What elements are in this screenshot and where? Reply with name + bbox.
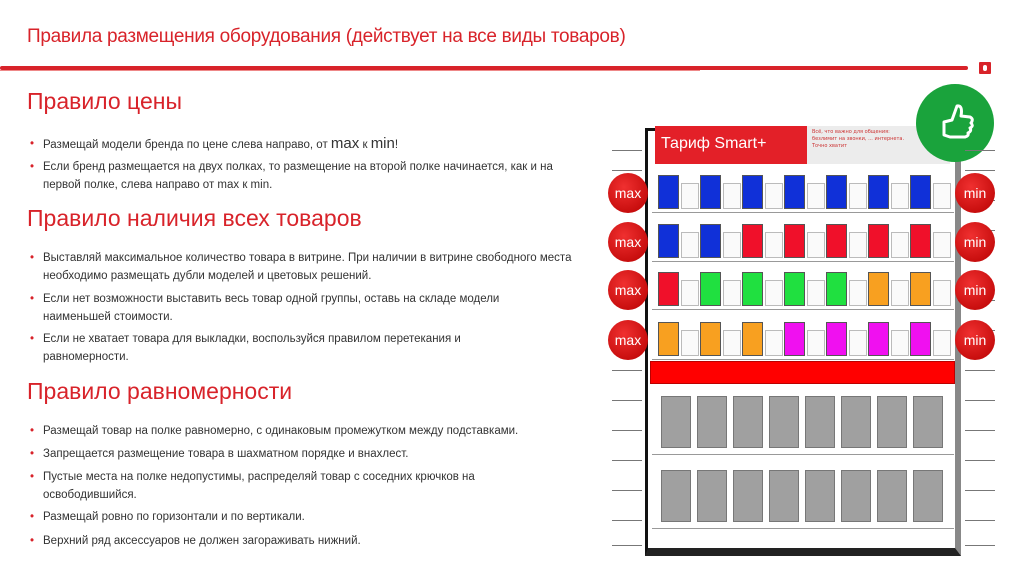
price-tag bbox=[933, 330, 951, 356]
stand-sign bbox=[655, 126, 950, 164]
side-line bbox=[965, 520, 995, 521]
bullet: • Верхний ряд аксессуаров не должен загораживать нижний. bbox=[30, 532, 600, 550]
product bbox=[658, 175, 679, 209]
accessory-item bbox=[733, 470, 763, 522]
price-tag bbox=[933, 183, 951, 209]
accessory-item bbox=[769, 470, 799, 522]
product bbox=[700, 272, 721, 306]
product bbox=[910, 322, 931, 356]
product bbox=[784, 175, 805, 209]
price-tag bbox=[681, 280, 699, 306]
price-tag bbox=[765, 232, 783, 258]
shelf-line bbox=[652, 261, 954, 262]
price-tag bbox=[765, 183, 783, 209]
side-line bbox=[612, 545, 642, 546]
bullet: • Размещай ровно по горизонтали и по вертикали. bbox=[30, 508, 600, 526]
product bbox=[910, 272, 931, 306]
price-tag bbox=[723, 232, 741, 258]
price-tag bbox=[891, 280, 909, 306]
price-tag bbox=[849, 330, 867, 356]
price-tag bbox=[849, 232, 867, 258]
shelf-line bbox=[652, 528, 954, 529]
price-tag bbox=[891, 232, 909, 258]
price-tag bbox=[933, 232, 951, 258]
accessory-item bbox=[913, 470, 943, 522]
product bbox=[784, 322, 805, 356]
product bbox=[784, 272, 805, 306]
price-tag bbox=[933, 280, 951, 306]
min-badge: min bbox=[955, 270, 995, 310]
sign-text: Всё, что важно для общения: безлимит на звонки, ... интернета. Точно хватит bbox=[812, 129, 905, 149]
max-badge: max bbox=[608, 173, 648, 213]
price-tag bbox=[681, 183, 699, 209]
accessory-item bbox=[913, 396, 943, 448]
min-badge: min bbox=[955, 173, 995, 213]
side-line bbox=[612, 400, 642, 401]
product bbox=[910, 175, 931, 209]
section-heading-uniformity: Правило равномерности bbox=[27, 378, 293, 404]
product bbox=[658, 322, 679, 356]
section-heading-price: Правило цены bbox=[27, 88, 182, 114]
price-tag bbox=[723, 330, 741, 356]
product bbox=[826, 272, 847, 306]
price-tag bbox=[891, 183, 909, 209]
shelf-line bbox=[652, 309, 954, 310]
bullet: • Размещай модели бренда по цене слева направо, от max к min! bbox=[30, 135, 600, 154]
brand-logo-icon bbox=[979, 62, 991, 74]
product bbox=[700, 322, 721, 356]
accessory-item bbox=[661, 470, 691, 522]
bullet: • Если нет возможности выставить весь товар одной группы, оставь на складе модели наименьшей стоимости. bbox=[30, 290, 550, 326]
accessory-item bbox=[805, 470, 835, 522]
price-tag bbox=[849, 280, 867, 306]
side-line bbox=[612, 520, 642, 521]
accessory-item bbox=[841, 396, 871, 448]
shelf-line bbox=[652, 212, 954, 213]
price-tag bbox=[723, 183, 741, 209]
price-tag bbox=[681, 232, 699, 258]
price-tag bbox=[723, 280, 741, 306]
side-line bbox=[965, 400, 995, 401]
max-badge: max bbox=[608, 320, 648, 360]
price-tag bbox=[807, 330, 825, 356]
product bbox=[910, 224, 931, 258]
price-tag bbox=[807, 280, 825, 306]
section-heading-availability: Правило наличия всех товаров bbox=[27, 205, 362, 231]
product bbox=[826, 175, 847, 209]
side-line bbox=[612, 460, 642, 461]
side-line bbox=[612, 430, 642, 431]
accessory-item bbox=[841, 470, 871, 522]
product bbox=[742, 224, 763, 258]
bullet: • Если не хватает товара для выкладки, воспользуйся правилом перетекания и равномерности. bbox=[30, 330, 500, 366]
bullet: • Выставляй максимальное количество товара в витрине. При наличии в витрине свободного места необходимо размещать дубли моделей и цветовых решений. bbox=[30, 249, 595, 285]
bullet: • Пустые места на полке недопустимы, распределяй товар с соседних крючков на освободившийся. bbox=[30, 468, 530, 504]
product bbox=[826, 322, 847, 356]
product bbox=[742, 322, 763, 356]
product bbox=[658, 272, 679, 306]
product bbox=[742, 175, 763, 209]
max-badge: max bbox=[608, 270, 648, 310]
price-tag bbox=[681, 330, 699, 356]
price-tag bbox=[807, 183, 825, 209]
shelf-line bbox=[652, 454, 954, 455]
side-line bbox=[612, 370, 642, 371]
side-line bbox=[965, 460, 995, 461]
product bbox=[868, 224, 889, 258]
product bbox=[868, 175, 889, 209]
side-line bbox=[612, 490, 642, 491]
accessory-item bbox=[877, 396, 907, 448]
bullet: • Запрещается размещение товара в шахматном порядке и внахлест. bbox=[30, 445, 600, 463]
accessory-item bbox=[877, 470, 907, 522]
side-line bbox=[965, 430, 995, 431]
product bbox=[742, 272, 763, 306]
price-tag bbox=[765, 280, 783, 306]
side-line bbox=[965, 370, 995, 371]
product bbox=[700, 224, 721, 258]
bullet: • Если бренд размещается на двух полках, то размещение на второй полке начинается, как и на первой полке, слева направо от max к min. bbox=[30, 158, 570, 194]
product bbox=[868, 322, 889, 356]
accessory-item bbox=[661, 396, 691, 448]
side-line bbox=[612, 170, 642, 171]
sign-title: Тариф Smart+ bbox=[661, 135, 767, 152]
side-line bbox=[612, 150, 642, 151]
stand-red-bar bbox=[650, 361, 955, 384]
max-badge: max bbox=[608, 222, 648, 262]
accessory-item bbox=[769, 396, 799, 448]
product bbox=[826, 224, 847, 258]
page-title: Правила размещения оборудования (действует на все виды товаров) bbox=[27, 26, 626, 47]
accessory-item bbox=[697, 396, 727, 448]
product bbox=[784, 224, 805, 258]
bullet: • Размещай товар на полке равномерно, с одинаковым промежутком между подставками. bbox=[30, 422, 600, 440]
min-badge: min bbox=[955, 222, 995, 262]
accessory-item bbox=[733, 396, 763, 448]
side-line bbox=[965, 545, 995, 546]
side-line bbox=[965, 490, 995, 491]
shelf-line bbox=[652, 359, 954, 360]
price-tag bbox=[891, 330, 909, 356]
price-tag bbox=[807, 232, 825, 258]
price-tag bbox=[849, 183, 867, 209]
min-badge: min bbox=[955, 320, 995, 360]
product bbox=[658, 224, 679, 258]
product bbox=[700, 175, 721, 209]
product bbox=[868, 272, 889, 306]
accessory-item bbox=[805, 396, 835, 448]
accessory-item bbox=[697, 470, 727, 522]
title-divider-shadow bbox=[0, 70, 700, 71]
price-tag bbox=[765, 330, 783, 356]
side-line bbox=[965, 150, 995, 151]
side-line bbox=[965, 170, 995, 171]
